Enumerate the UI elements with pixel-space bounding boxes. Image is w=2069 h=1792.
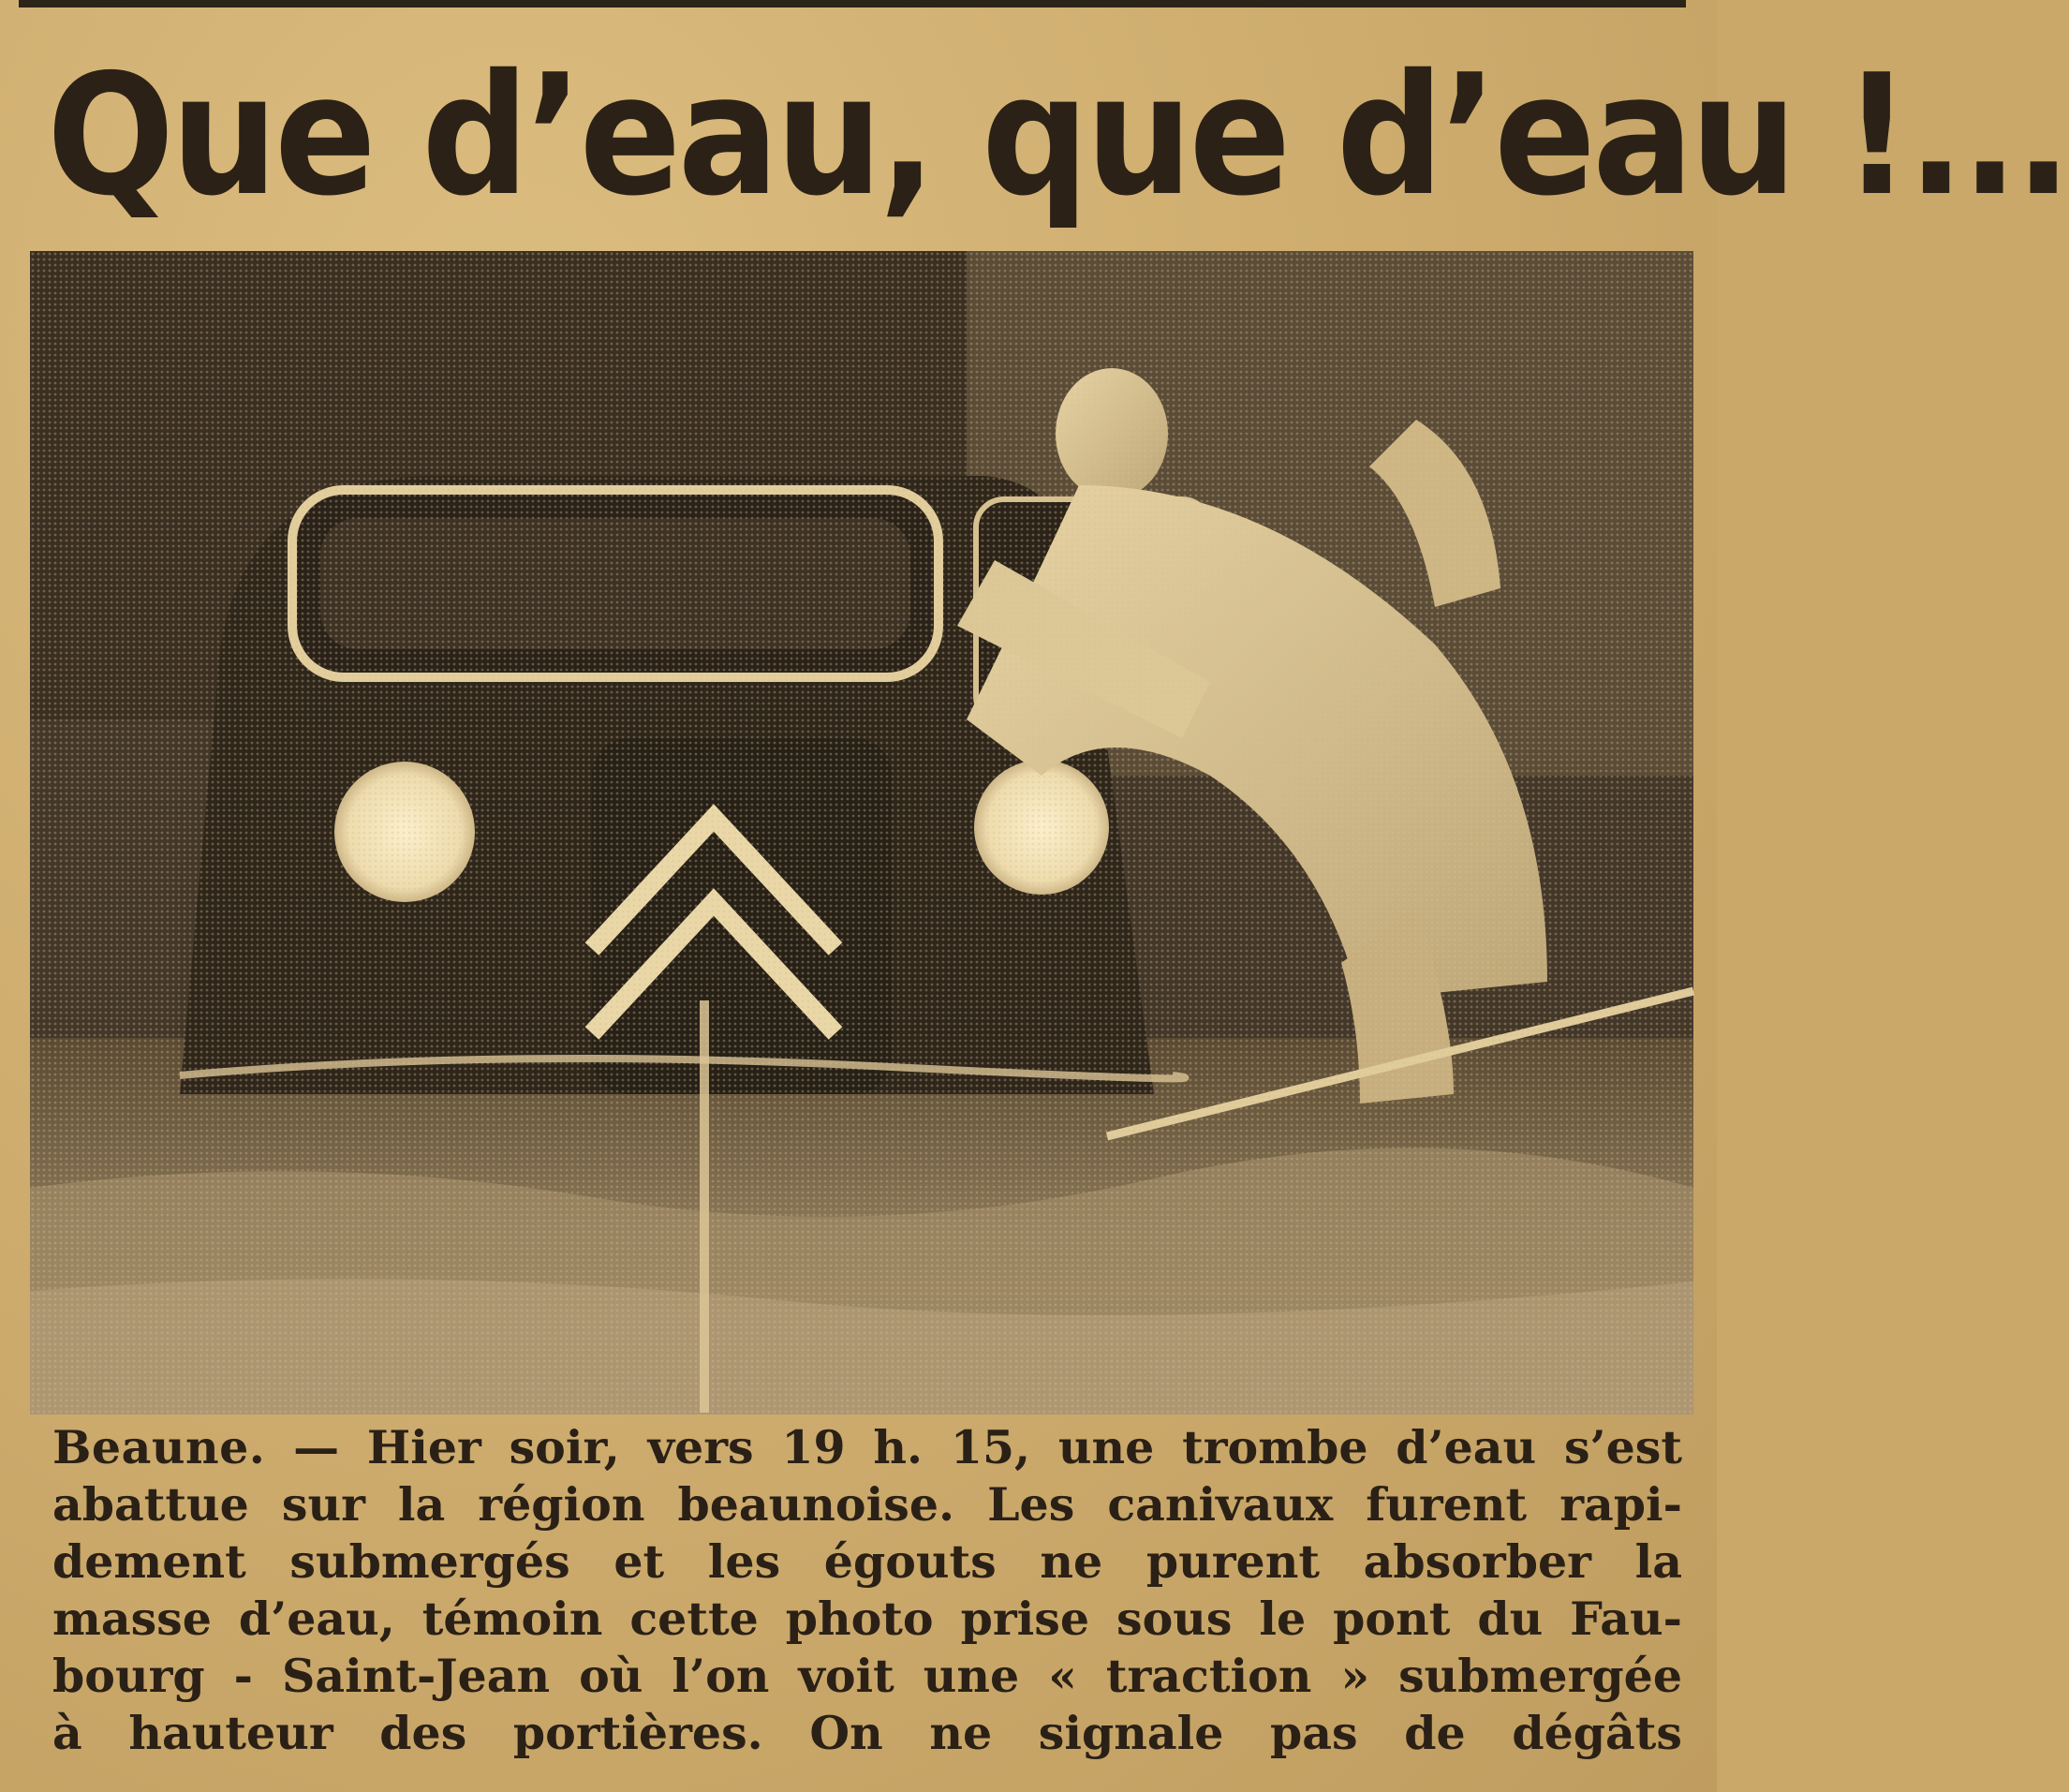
caption-line: bourg - Saint-Jean où l’on voit une « traction » submergée xyxy=(52,1649,1682,1703)
caption-dateline: Beaune. xyxy=(52,1420,266,1474)
news-photo xyxy=(30,251,1693,1414)
top-rule xyxy=(19,0,1686,7)
headline: Que d’eau, que d’eau !... xyxy=(47,38,2069,232)
caption-line: masse d’eau, témoin cette photo prise sous le pont du Fau- xyxy=(52,1592,1682,1646)
caption-line xyxy=(52,1419,1682,1476)
caption-line-text: — Hier soir, vers 19 h. 15, une trombe d’eau s’est xyxy=(293,1420,1682,1474)
caption-line: abattue sur la région beaunoise. Les canivaux furent rapi- xyxy=(52,1477,1682,1532)
caption-line: à hauteur des portières. On ne signale pas de dégâts xyxy=(52,1706,1682,1760)
photo-caption xyxy=(52,1419,1682,1762)
caption-line: dement submergés et les égouts ne purent absorber la xyxy=(52,1534,1682,1589)
flooded-car-photo xyxy=(30,251,1693,1414)
